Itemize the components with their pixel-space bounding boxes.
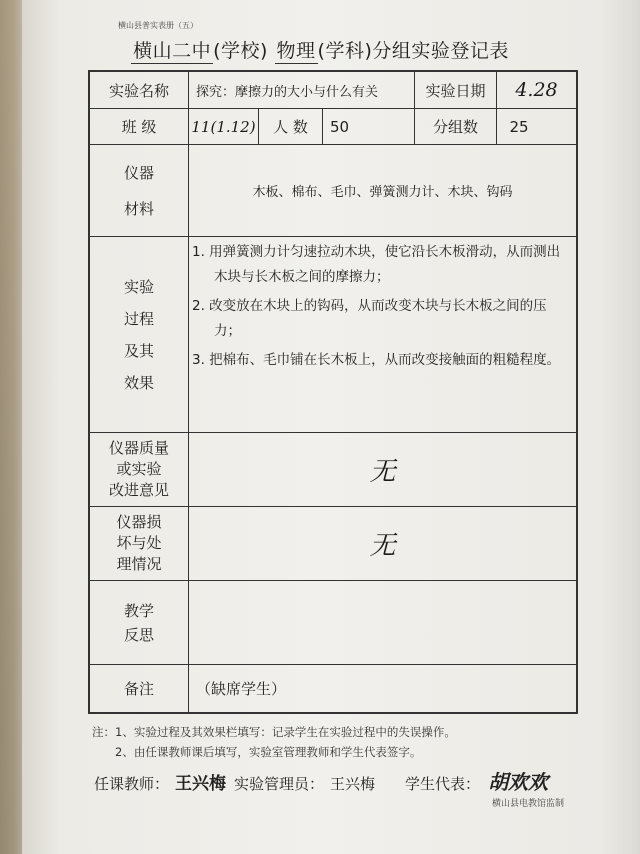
process-steps (192, 240, 570, 377)
people-label: 人 数 (273, 118, 308, 136)
footnotes (92, 722, 456, 762)
student-signature: 胡欢欢 (488, 770, 549, 794)
footnote-line: 2、由任课教师课后填写，实验室管理教师和学生代表签字。 (92, 745, 422, 759)
process-step: 3. 把棉布、毛巾铺在长木板上，从而改变接触面的粗糙程度。 (192, 352, 561, 368)
class-label: 班 级 (121, 118, 157, 136)
quality-value: 无 (369, 457, 396, 487)
footnote-line: 注：1、实验过程及其效果栏填写：记录学生在实验过程中的失误操作。 (92, 725, 456, 739)
experiment-name-label: 实验名称 (108, 81, 169, 100)
groups-label: 分组数 (432, 118, 478, 136)
remark-label: 备注 (123, 680, 154, 698)
title-school-suffix: (学校) (213, 40, 268, 62)
experiment-date-label: 实验日期 (425, 81, 486, 100)
damage-label-line2: 坏与处 (116, 534, 162, 552)
materials-value: 木板、棉布、毛巾、弹簧测力计、木块、钩码 (252, 185, 513, 200)
quality-label-line1: 仪器质量 (108, 439, 169, 457)
footer-note: 横山县电教馆监制 (492, 799, 565, 809)
experiment-name-value: 探究：摩擦力的大小与什么有关 (196, 84, 379, 100)
teacher-label: 任课教师： (94, 775, 170, 793)
experiment-date-value: 4.28 (515, 79, 558, 101)
reflection-label-line2: 反思 (123, 625, 154, 644)
process-label-line1: 实验 (123, 277, 154, 296)
title-subject-suffix: (学科) (317, 40, 373, 62)
reflection-label-line1: 教学 (123, 601, 154, 620)
process-label (90, 237, 188, 432)
materials-label-line2: 材料 (123, 199, 154, 218)
title-subject: 物理 (275, 36, 318, 64)
form-series-label: 横山县普实表册（五） (118, 21, 198, 30)
remark-value: （缺席学生） (196, 680, 287, 698)
title-school: 横山二中 (131, 36, 213, 64)
process-step: 1. 用弹簧测力计匀速拉动木块，使它沿长木板滑动，从而测出木块与长木板之间的摩擦力； (192, 244, 561, 285)
damage-label-line1: 仪器损 (116, 513, 162, 531)
process-label-line2: 过程 (123, 309, 154, 328)
damage-value: 无 (369, 531, 396, 561)
materials-label (90, 145, 188, 236)
class-value: 11(1.12) (191, 117, 256, 136)
reflection-value (189, 581, 576, 664)
process-step: 2. 改变放在木块上的钩码，从而改变木块与长木板之间的压力； (192, 298, 547, 339)
people-value: 50 (330, 117, 350, 136)
form-title (0, 36, 640, 64)
admin-value: 王兴梅 (330, 775, 376, 793)
title-rest: 分组实验登记表 (372, 40, 509, 62)
quality-label (90, 433, 188, 506)
groups-value: 25 (509, 117, 529, 136)
damage-label (90, 507, 188, 580)
materials-label-line1: 仪器 (123, 163, 154, 182)
quality-label-line2: 或实验 (116, 460, 162, 478)
student-label: 学生代表： (405, 775, 481, 793)
damage-label-line3: 理情况 (116, 555, 162, 573)
teacher-signature: 王兴梅 (175, 774, 227, 794)
reflection-label (90, 581, 188, 664)
signature-row (94, 766, 548, 795)
admin-label: 实验管理员： (234, 775, 325, 793)
quality-label-line3: 改进意见 (108, 481, 169, 499)
paper-edge (0, 0, 22, 854)
process-label-line4: 效果 (123, 373, 154, 392)
process-label-line3: 及其 (123, 341, 154, 360)
